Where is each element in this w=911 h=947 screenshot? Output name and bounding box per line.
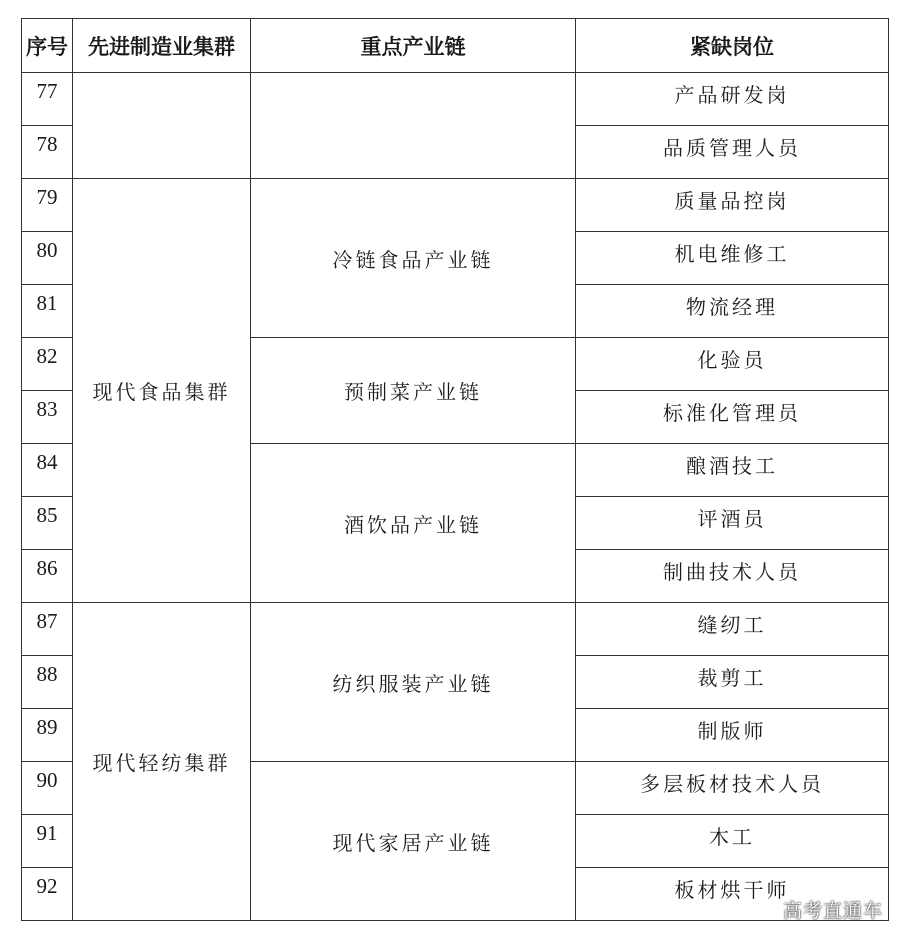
position-cell: 多层板材技术人员: [576, 762, 889, 815]
position-cell: 化验员: [576, 338, 889, 391]
chain-cell-beverages: 酒饮品产业链: [251, 444, 576, 603]
shortage-jobs-table: [21, 18, 889, 921]
position-cell: 木工: [576, 815, 889, 868]
cluster-cell-modern-textile: 现代轻纺集群: [73, 603, 251, 921]
position-cell: 板材烘干师: [576, 868, 889, 921]
chain-cell-textile-garment: 纺织服装产业链: [251, 603, 576, 762]
row-index: 84: [22, 444, 73, 497]
cluster-cell: [73, 73, 251, 179]
position-cell: 机电维修工: [576, 232, 889, 285]
row-index: 89: [22, 709, 73, 762]
table-row: [22, 179, 889, 232]
position-cell: 制曲技术人员: [576, 550, 889, 603]
table-header-row: [22, 19, 889, 73]
position-cell: 酿酒技工: [576, 444, 889, 497]
header-chain: 重点产业链: [251, 19, 576, 73]
chain-cell-prepared-dishes: 预制菜产业链: [251, 338, 576, 444]
row-index: 92: [22, 868, 73, 921]
row-index: 81: [22, 285, 73, 338]
position-cell: 标准化管理员: [576, 391, 889, 444]
row-index: 78: [22, 126, 73, 179]
watermark-text: 高考直通车: [782, 900, 883, 922]
position-cell: 裁剪工: [576, 656, 889, 709]
row-index: 90: [22, 762, 73, 815]
row-index: 87: [22, 603, 73, 656]
table-row: [22, 73, 889, 126]
chain-cell-cold-chain: 冷链食品产业链: [251, 179, 576, 338]
row-index: 82: [22, 338, 73, 391]
chain-cell-home-furnishing: 现代家居产业链: [251, 762, 576, 921]
row-index: 83: [22, 391, 73, 444]
table-row: [22, 603, 889, 656]
position-cell: 缝纫工: [576, 603, 889, 656]
row-index: 79: [22, 179, 73, 232]
position-cell: 物流经理: [576, 285, 889, 338]
row-index: 77: [22, 73, 73, 126]
cluster-cell-modern-food: 现代食品集群: [73, 179, 251, 603]
position-cell: 品质管理人员: [576, 126, 889, 179]
row-index: 88: [22, 656, 73, 709]
row-index: 86: [22, 550, 73, 603]
position-cell: 评酒员: [576, 497, 889, 550]
chain-cell: [251, 73, 576, 179]
row-index: 80: [22, 232, 73, 285]
position-cell: 产品研发岗: [576, 73, 889, 126]
position-cell: 制版师: [576, 709, 889, 762]
row-index: 85: [22, 497, 73, 550]
row-index: 91: [22, 815, 73, 868]
header-cluster: 先进制造业集群: [73, 19, 251, 73]
header-position: 紧缺岗位: [576, 19, 889, 73]
header-index: 序号: [22, 19, 73, 73]
position-cell: 质量品控岗: [576, 179, 889, 232]
